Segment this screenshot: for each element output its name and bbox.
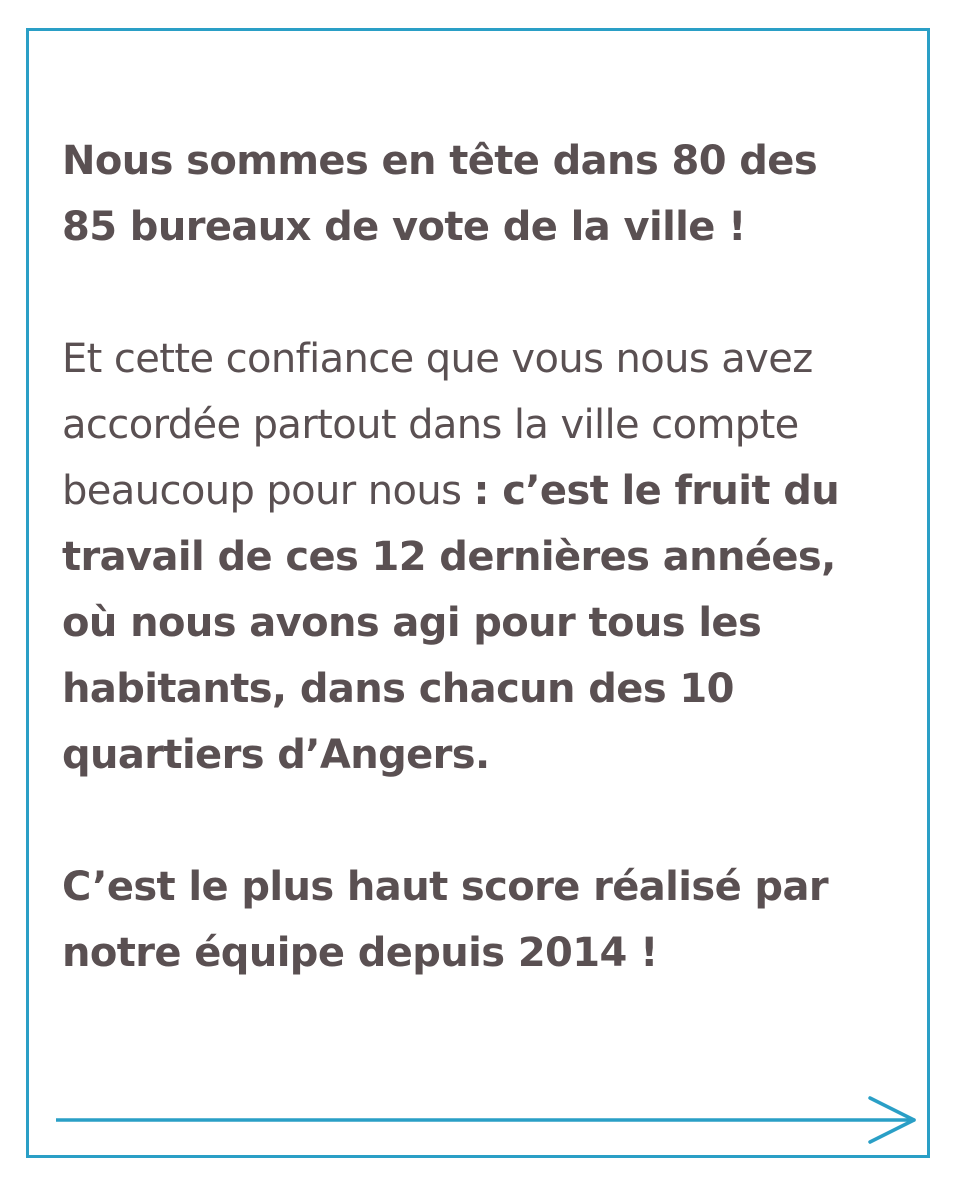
post-text: [62, 128, 882, 986]
body-regular-text: Et cette confiance que vous nous avez accordée partout dans la ville compte beaucoup pour nous: [62, 336, 813, 514]
paragraph-spacer: [62, 788, 882, 854]
headline-paragraph: Nous sommes en tête dans 80 des 85 bureaux de vote de la ville !: [62, 138, 818, 250]
body-paragraph: [62, 326, 882, 788]
paragraph-spacer: [62, 260, 882, 326]
body-bold-text: : c’est le fruit du travail de ces 12 dernières années, où nous avons agi pour tous les habitants, dans chacun des 10 quartiers d’Angers.: [62, 468, 840, 778]
closing-paragraph: C’est le plus haut score réalisé par notre équipe depuis 2014 !: [62, 864, 828, 976]
arrow-right-icon[interactable]: [56, 1096, 918, 1144]
